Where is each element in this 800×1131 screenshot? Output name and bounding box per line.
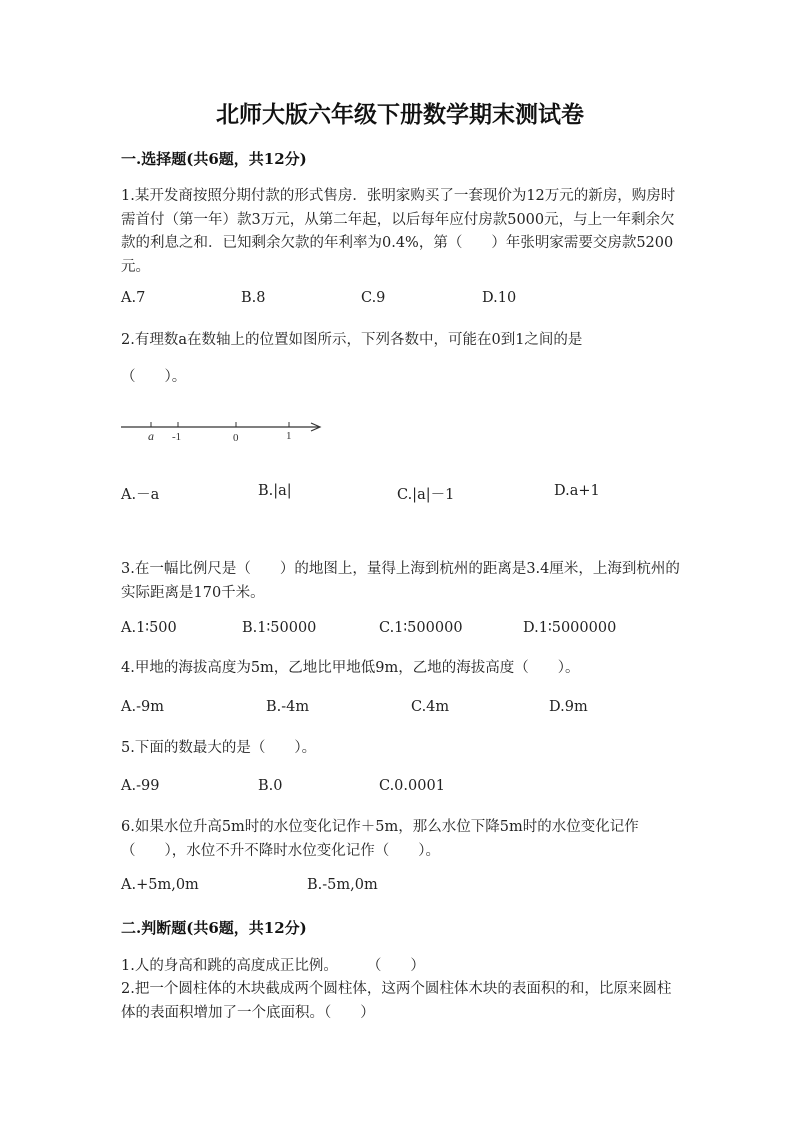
option-c: C.1∶500000	[379, 620, 463, 636]
option-a: A.1∶500	[121, 620, 177, 636]
section-header-judge: 二.判断题(共6题，共12分)	[121, 919, 307, 937]
option-a: A.7	[121, 290, 146, 306]
question-2-blank: （ ）。	[121, 369, 187, 385]
option-c: C.|a|－1	[397, 487, 455, 503]
question-2-options	[121, 483, 681, 505]
option-c: C.9	[361, 290, 386, 306]
question-3-options	[121, 620, 681, 642]
question-4-options	[121, 699, 681, 721]
label-one: 1	[286, 430, 292, 442]
question-4-text: 4.甲地的海拔高度为5m，乙地比甲地低9m，乙地的海拔高度（ ）。	[121, 660, 580, 676]
label-minus-one: -1	[172, 431, 182, 443]
label-a: a	[148, 429, 154, 443]
section-header-choice: 一.选择题(共6题，共12分)	[121, 150, 307, 168]
option-d: D.10	[482, 290, 517, 306]
option-b: B.-5m,0m	[307, 877, 378, 893]
option-a: A.+5m,0m	[121, 877, 199, 893]
page-title: 北师大版六年级下册数学期末测试卷	[216, 101, 584, 128]
option-a: A.-9m	[121, 699, 164, 715]
question-5-text: 5.下面的数最大的是（ ）。	[121, 740, 317, 756]
option-d: D.1∶5000000	[523, 620, 617, 636]
option-a: A.-99	[121, 778, 160, 794]
judge-question-2: 2.把一个圆柱体的木块截成两个圆柱体，这两个圆柱体木块的表面积的和，比原来圆柱体的表面积增加了一个底面积。（ ）	[121, 981, 672, 1021]
option-b: B.|a|	[258, 483, 292, 499]
question-1-options	[121, 290, 681, 312]
question-5-options	[121, 778, 681, 800]
question-2-text: 2.有理数a在数轴上的位置如图所示，下列各数中，可能在0到1之间的是	[121, 332, 583, 348]
question-1-text: 1.某开发商按照分期付款的形式售房．张明家购买了一套现价为12万元的新房，购房时需首付（第一年）款3万元，从第二年起，以后每年应付房款5000元，与上一年剩余欠款的利息之和．已知剩余欠款的年利率为0.4%，第（ ）年张明家需要交房款5200元。	[121, 188, 676, 275]
number-line-figure	[121, 416, 331, 446]
option-a: A.－a	[121, 487, 160, 503]
option-b: B.-4m	[266, 699, 310, 715]
judge-question-1: 1.人的身高和跳的高度成正比例。 （ ）	[121, 958, 425, 974]
question-3-text: 3.在一幅比例尺是（ ）的地图上，量得上海到杭州的距离是3.4厘米，上海到杭州的实际距离是170千米。	[121, 561, 680, 601]
question-6-options	[121, 877, 681, 899]
option-b: B.0	[258, 778, 283, 794]
option-d: D.a+1	[554, 483, 600, 499]
option-b: B.8	[241, 290, 266, 306]
option-c: C.0.0001	[379, 778, 445, 794]
option-d: D.9m	[549, 699, 588, 715]
label-zero: 0	[233, 432, 239, 444]
option-b: B.1∶50000	[242, 620, 317, 636]
question-6-text: 6.如果水位升高5m时的水位变化记作＋5m，那么水位下降5m时的水位变化记作（ ），水位不升不降时水位变化记作（ ）。	[121, 819, 639, 859]
option-c: C.4m	[411, 699, 450, 715]
